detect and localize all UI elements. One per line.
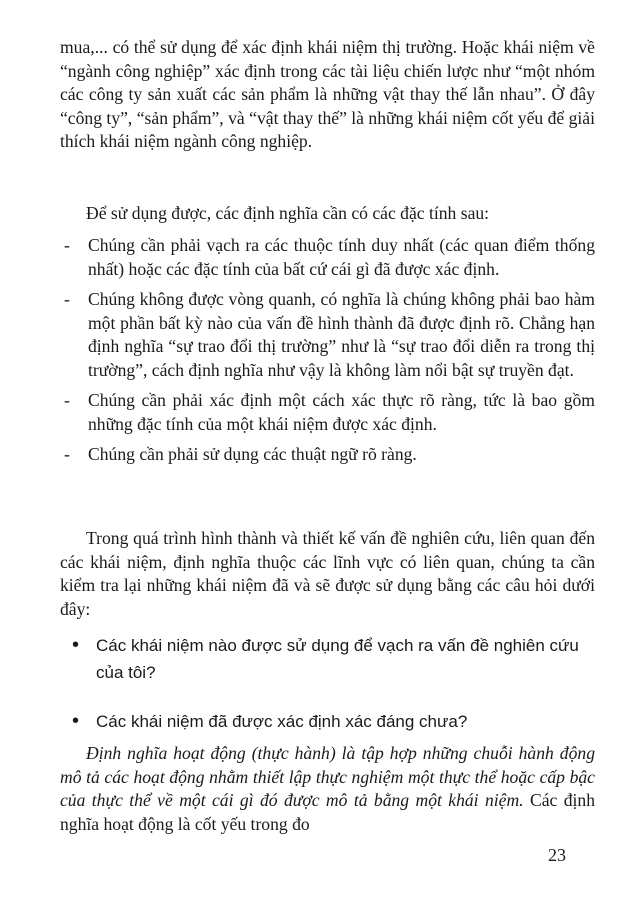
paragraph-4-text bbox=[60, 742, 595, 836]
question-list bbox=[66, 632, 596, 757]
question-text: Các khái niệm đã được xác định xác đáng chưa? bbox=[96, 712, 468, 731]
list-item-text: Chúng cần phải xác định một cách xác thực rõ ràng, tức là bao gồm những đặc tính của một khái niệm được xác định. bbox=[88, 390, 595, 434]
paragraph-1-text: mua,... có thể sử dụng để xác định khái niệm thị trường. Hoặc khái niệm về “ngành công nghiệp” xác định trong các tài liệu chiến lược như “một nhóm các công ty sản xuất các sản phẩm là những vật thay thế lẫn nhau”. Ở đây “công ty”, “sản phẩm”, và “vật thay thế” là những khái niệm cốt yếu để giải thích khái niệm ngành công nghiệp. bbox=[60, 37, 595, 151]
bullet-icon: • bbox=[72, 710, 80, 732]
dash-marker: - bbox=[64, 390, 70, 410]
dash-marker: - bbox=[64, 444, 70, 464]
paragraph-2 bbox=[60, 202, 595, 226]
list-item bbox=[60, 288, 595, 382]
question-item bbox=[66, 708, 596, 735]
dash-marker: - bbox=[64, 235, 70, 255]
list-item-text: Chúng cần phải vạch ra các thuộc tính duy nhất (các quan điểm thống nhất) hoặc các đặc tính của bất cứ cái gì đã được xác định. bbox=[88, 235, 595, 279]
list-item-text: Chúng cần phải sử dụng các thuật ngữ rõ ràng. bbox=[88, 444, 417, 464]
paragraph-2-text: Để sử dụng được, các định nghĩa cần có các đặc tính sau: bbox=[86, 203, 490, 223]
paragraph-1 bbox=[60, 36, 595, 154]
question-item bbox=[66, 632, 596, 686]
list-item bbox=[60, 234, 595, 281]
list-item bbox=[60, 443, 595, 467]
bullet-icon: • bbox=[72, 634, 80, 656]
list-item-text: Chúng không được vòng quanh, có nghĩa là chúng không phải bao hàm một phần bất kỳ nào của vấn đề hình thành đã được định rõ. Chẳng hạn định nghĩa “sự trao đổi thị trường” như là “sự trao đổi diễn ra trong thị trường”, cách định nghĩa như vậy là không làm nổi bật sự truyền đạt. bbox=[88, 289, 595, 380]
page-number: 23 bbox=[548, 845, 566, 865]
operational-definition-text: Định nghĩa hoạt động (thực hành) là tập hợp những chuỗi hành động mô tả các hoạt động nhằm thiết lập thực nghiệm một thực thể hoặc cấp bậc của thực thể về một cái gì đó được mô tả bằng một khái niệm. bbox=[60, 743, 595, 810]
paragraph-4 bbox=[60, 742, 595, 836]
list-item bbox=[60, 389, 595, 436]
definition-properties-list bbox=[60, 234, 595, 474]
paragraph-3-text: Trong quá trình hình thành và thiết kế vấn đề nghiên cứu, liên quan đến các khái niệm, định nghĩa thuộc các lĩnh vực có liên quan, chúng ta cần kiểm tra lại những khái niệm đã và sẽ được sử dụng bằng các câu hỏi dưới đây: bbox=[60, 528, 595, 619]
question-text: Các khái niệm nào được sử dụng để vạch ra vấn đề nghiên cứu của tôi? bbox=[96, 636, 579, 682]
paragraph-4-continuation: Các định nghĩa hoạt động là cốt yếu trong đo bbox=[60, 790, 596, 834]
dash-marker: - bbox=[64, 289, 70, 309]
paragraph-3 bbox=[60, 527, 595, 621]
